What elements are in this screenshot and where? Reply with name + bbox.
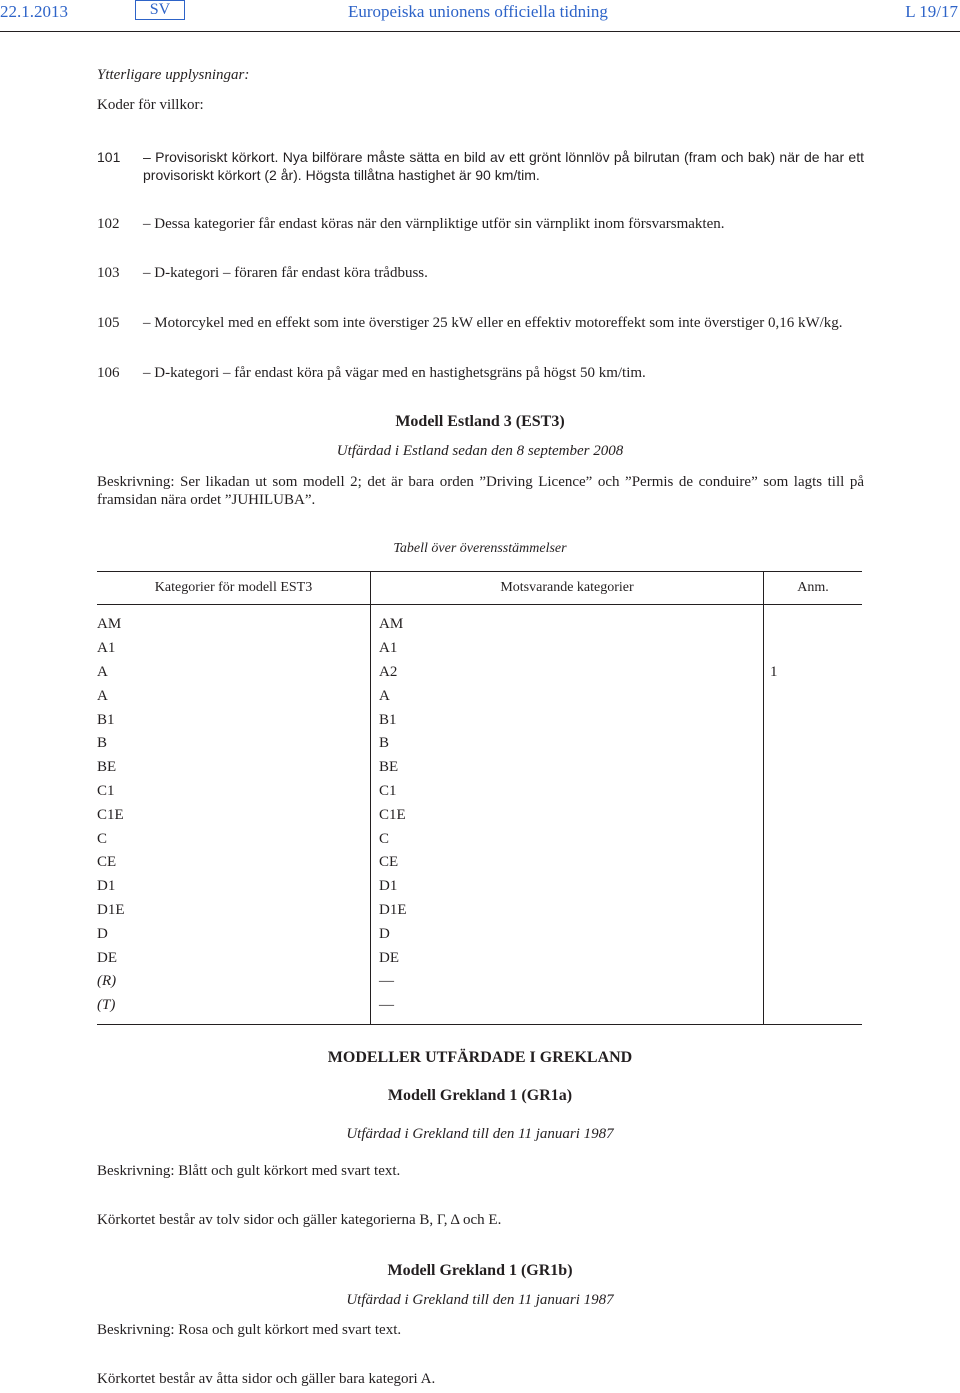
correspondence-table-body (97, 605, 862, 1025)
header-notes: Anm. (764, 572, 863, 605)
cell-model-category: C (97, 827, 371, 851)
table-row (97, 780, 862, 804)
code-text: – D-kategori – får endast köra på vägar med en hastighetsgräns på högst 50 km/tim. (143, 365, 646, 381)
cell-equivalent-category: — (371, 994, 764, 1024)
table-row (97, 803, 862, 827)
condition-code-102 (97, 215, 864, 233)
table-row (97, 605, 862, 637)
estonia-issued-date: Utfärdad i Estland sedan den 8 september 2008 (336, 443, 624, 459)
cell-model-category: A1 (97, 637, 371, 661)
cell-note (764, 851, 863, 875)
cell-note (764, 708, 863, 732)
additional-info-heading: Ytterligare upplysningar: (97, 67, 250, 83)
greece-section-title: MODELLER UTFÄRDADE I GREKLAND (327, 1049, 633, 1066)
code-text: – Dessa kategorier får endast köras när den värnpliktige utför sin värnplikt inom försvarsmakten. (143, 216, 725, 232)
cell-equivalent-category: A1 (371, 637, 764, 661)
code-number: 106 (97, 365, 120, 381)
cell-model-category: AM (97, 605, 371, 637)
cell-equivalent-category: D1 (371, 875, 764, 899)
cell-model-category: CE (97, 851, 371, 875)
cell-note (764, 827, 863, 851)
cell-note (764, 780, 863, 804)
cell-note (764, 605, 863, 637)
code-text: – D-kategori – föraren får endast köra trådbuss. (143, 265, 428, 281)
codes-label: Koder för villkor: (97, 97, 204, 113)
code-number: 101 (97, 149, 121, 165)
code-text: – Provisoriskt körkort. Nya bilförare måste sätta en bild av ett grönt lönnlöv på bilrutan (fram och bak) när de har ett provisoriskt körkort (2 år). Högsta tillåtna hastighet är 90 km/tim. (143, 149, 864, 183)
code-number: 102 (97, 216, 120, 232)
cell-note (764, 899, 863, 923)
header-date: 22.1.2013 (0, 2, 68, 21)
condition-code-105 (97, 314, 864, 332)
greece-gr1a-title: Modell Grekland 1 (GR1a) (387, 1087, 573, 1104)
language-badge: SV (135, 0, 185, 20)
cell-note (764, 803, 863, 827)
greece-gr1a-issued: Utfärdad i Grekland till den 11 januari 1987 (346, 1126, 614, 1142)
correspondence-table-title: Tabell över överensstämmelser (393, 541, 567, 556)
cell-equivalent-category: BE (371, 756, 764, 780)
header-model-categories: Kategorier för modell EST3 (97, 572, 371, 605)
greece-gr1b-description: Beskrivning: Rosa och gult körkort med svart text. (97, 1322, 402, 1338)
cell-model-category: (T) (97, 994, 371, 1024)
cell-note (764, 732, 863, 756)
cell-equivalent-category: AM (371, 605, 764, 637)
journal-title: Europeiska unionens officiella tidning (348, 2, 608, 21)
table-row (97, 756, 862, 780)
table-row (97, 661, 862, 685)
cell-equivalent-category: C1 (371, 780, 764, 804)
cell-model-category: D (97, 922, 371, 946)
cell-note (764, 946, 863, 970)
greece-gr1a-description: Beskrivning: Blått och gult körkort med svart text. (97, 1163, 401, 1179)
greece-gr1a-note: Körkortet består av tolv sidor och gäller kategorierna B, Γ, Δ och E. (97, 1212, 502, 1228)
table-row (97, 875, 862, 899)
header-equivalent-categories: Motsvarande kategorier (371, 572, 764, 605)
cell-equivalent-category: DE (371, 946, 764, 970)
cell-model-category: A (97, 684, 371, 708)
condition-code-103 (97, 264, 864, 282)
cell-equivalent-category: D (371, 922, 764, 946)
table-row (97, 684, 862, 708)
cell-equivalent-category: — (371, 970, 764, 994)
cell-model-category: (R) (97, 970, 371, 994)
condition-code-101 (97, 148, 864, 184)
cell-equivalent-category: CE (371, 851, 764, 875)
table-row (97, 851, 862, 875)
cell-model-category: D1E (97, 899, 371, 923)
cell-note (764, 922, 863, 946)
cell-model-category: B1 (97, 708, 371, 732)
table-row (97, 732, 862, 756)
cell-model-category: C1 (97, 780, 371, 804)
table-row (97, 922, 862, 946)
cell-note (764, 637, 863, 661)
table-row (97, 708, 862, 732)
cell-equivalent-category: A2 (371, 661, 764, 685)
cell-equivalent-category: B1 (371, 708, 764, 732)
cell-note (764, 875, 863, 899)
cell-model-category: C1E (97, 803, 371, 827)
table-row (97, 827, 862, 851)
cell-equivalent-category: A (371, 684, 764, 708)
table-row (97, 899, 862, 923)
correspondence-table (97, 571, 862, 1025)
header-rule (0, 31, 960, 32)
cell-equivalent-category: D1E (371, 899, 764, 923)
cell-equivalent-category: B (371, 732, 764, 756)
cell-equivalent-category: C1E (371, 803, 764, 827)
estonia-model-title: Modell Estland 3 (EST3) (395, 413, 565, 430)
estonia-description: Beskrivning: Ser likadan ut som modell 2; det är bara orden ”Driving Licence” och ”Permis de conduire” som lagts till på framsidan nära ordet ”JUHILUBA”. (97, 474, 864, 508)
cell-model-category: DE (97, 946, 371, 970)
code-text: – Motorcykel med en effekt som inte överstiger 25 kW eller en effektiv motoreffekt som inte överstiger 0,16 kW/kg. (143, 315, 843, 331)
code-number: 105 (97, 315, 120, 331)
cell-note (764, 994, 863, 1024)
greece-gr1b-note: Körkortet består av åtta sidor och gäller bara kategori A. (97, 1371, 436, 1387)
cell-note: 1 (770, 663, 778, 680)
cell-model-category: BE (97, 756, 371, 780)
table-row (97, 637, 862, 661)
cell-note (764, 970, 863, 994)
cell-model-category: B (97, 732, 371, 756)
greece-gr1b-issued: Utfärdad i Grekland till den 11 januari 1987 (346, 1292, 614, 1308)
table-header-row (97, 572, 862, 605)
cell-note (764, 756, 863, 780)
code-number: 103 (97, 265, 120, 281)
table-row (97, 946, 862, 970)
page-reference: L 19/17 (905, 2, 958, 21)
condition-code-106 (97, 364, 864, 382)
cell-model-category: D1 (97, 875, 371, 899)
table-row (97, 970, 862, 994)
cell-equivalent-category: C (371, 827, 764, 851)
cell-model-category: A (97, 661, 371, 685)
cell-note (764, 684, 863, 708)
table-row (97, 994, 862, 1024)
greece-gr1b-title: Modell Grekland 1 (GR1b) (387, 1262, 573, 1279)
